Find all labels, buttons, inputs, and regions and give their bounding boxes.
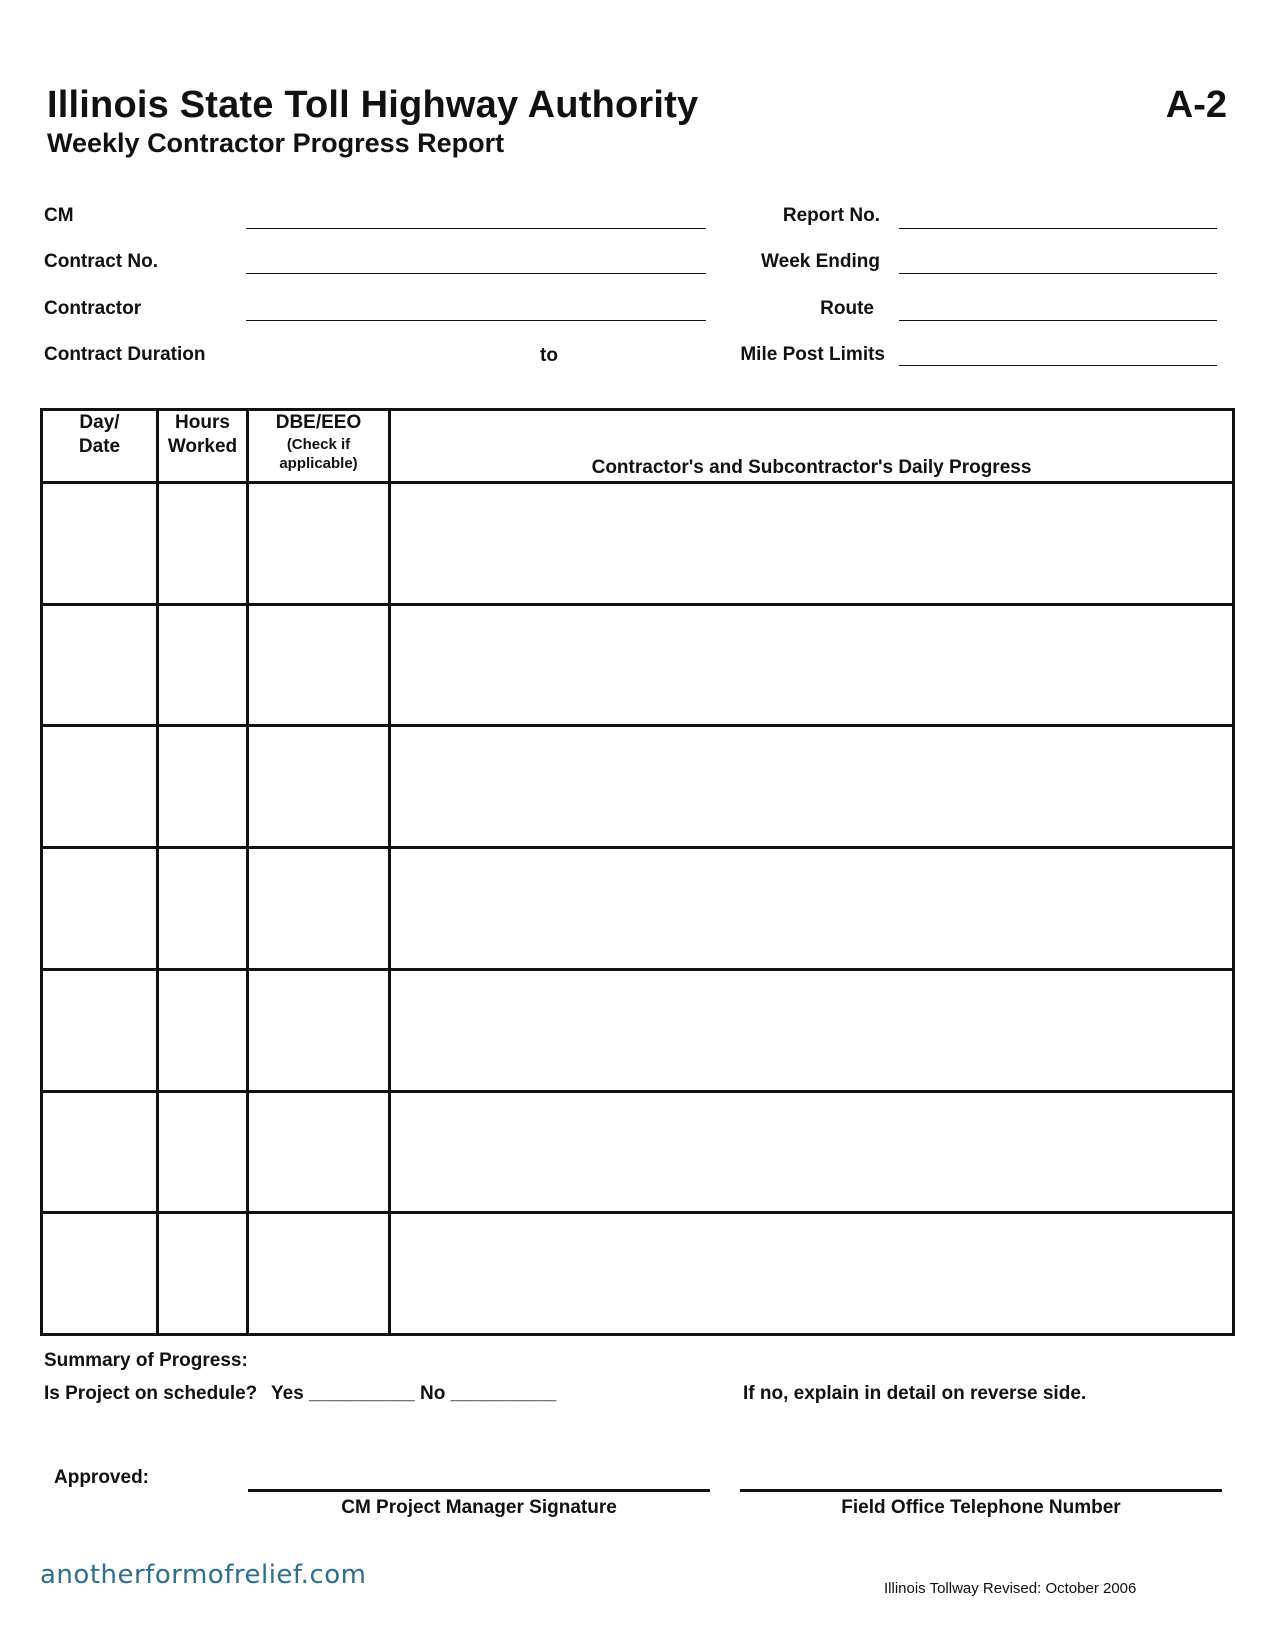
dbe-eeo-cell[interactable] (248, 483, 390, 605)
day-date-cell[interactable] (42, 483, 158, 605)
daily-progress-cell[interactable] (390, 848, 1234, 970)
dbe-eeo-cell[interactable] (248, 1213, 390, 1335)
form-title: Illinois State Toll Highway Authority (47, 84, 699, 126)
hours-worked-cell[interactable] (158, 726, 248, 848)
col-day-date (42, 410, 158, 483)
table-row (42, 848, 1234, 970)
day-date-cell[interactable] (42, 604, 158, 726)
daily-progress-cell[interactable] (390, 604, 1234, 726)
day-date-cell[interactable] (42, 1091, 158, 1213)
daily-progress-cell[interactable] (390, 726, 1234, 848)
col-dbe-line1: DBE/EEO (275, 412, 362, 433)
summary-heading: Summary of Progress: (44, 1350, 248, 1371)
phone-number-caption: Field Office Telephone Number (841, 1497, 1121, 1518)
table-row (42, 1091, 1234, 1213)
approved-label: Approved: (54, 1467, 149, 1488)
contractor-field[interactable] (246, 320, 706, 321)
schedule-yes-field[interactable]: Yes __________ (271, 1383, 415, 1404)
schedule-no-field[interactable]: No __________ (420, 1383, 557, 1404)
route-field[interactable] (899, 320, 1217, 321)
mile-post-limits-field[interactable] (899, 365, 1217, 366)
hours-worked-cell[interactable] (158, 604, 248, 726)
route-label: Route (820, 298, 874, 319)
col-hours-worked (158, 410, 248, 483)
form-subtitle: Weekly Contractor Progress Report (47, 128, 505, 158)
dbe-eeo-cell[interactable] (248, 604, 390, 726)
hours-worked-cell[interactable] (158, 848, 248, 970)
week-ending-label: Week Ending (761, 251, 880, 272)
hours-worked-cell[interactable] (158, 483, 248, 605)
day-date-cell[interactable] (42, 848, 158, 970)
table-row (42, 1213, 1234, 1335)
day-date-cell[interactable] (42, 969, 158, 1091)
contract-duration-label: Contract Duration (44, 344, 206, 365)
report-no-field[interactable] (899, 228, 1217, 229)
explain-note: If no, explain in detail on reverse side. (743, 1383, 1087, 1404)
week-ending-field[interactable] (899, 273, 1217, 274)
table-row (42, 483, 1234, 605)
hours-worked-cell[interactable] (158, 969, 248, 1091)
duration-to-label: to (540, 345, 558, 366)
cm-signature-line[interactable] (248, 1489, 710, 1492)
report-no-label: Report No. (782, 205, 880, 226)
table-row (42, 604, 1234, 726)
daily-progress-cell[interactable] (390, 1213, 1234, 1335)
dbe-eeo-cell[interactable] (248, 848, 390, 970)
col-hours-line2: Worked (167, 436, 238, 457)
dbe-eeo-cell[interactable] (248, 1091, 390, 1213)
col-daily-progress (390, 410, 1234, 483)
table-header-row (42, 410, 1234, 483)
watermark-text: anotherformofrelief.com (40, 1560, 367, 1590)
table-row (42, 969, 1234, 1091)
table-row (42, 726, 1234, 848)
col-dbe-eeo (248, 410, 390, 483)
daily-progress-cell[interactable] (390, 969, 1234, 1091)
dbe-eeo-cell[interactable] (248, 969, 390, 1091)
mile-post-limits-label: Mile Post Limits (740, 344, 885, 365)
col-day-line1: Day/ (79, 412, 120, 433)
col-hours-line1: Hours (175, 412, 230, 433)
daily-progress-cell[interactable] (390, 1091, 1234, 1213)
col-dbe-line2: (Check if (286, 436, 351, 453)
form-code: A-2 (1165, 84, 1227, 126)
daily-progress-cell[interactable] (390, 483, 1234, 605)
hours-worked-cell[interactable] (158, 1091, 248, 1213)
cm-signature-caption: CM Project Manager Signature (341, 1497, 617, 1518)
day-date-cell[interactable] (42, 1213, 158, 1335)
col-day-line2: Date (78, 436, 121, 457)
schedule-question: Is Project on schedule? (44, 1383, 258, 1404)
revision-note: Illinois Tollway Revised: October 2006 (884, 1580, 1137, 1597)
day-date-cell[interactable] (42, 726, 158, 848)
contract-no-label: Contract No. (44, 251, 158, 272)
contractor-label: Contractor (44, 298, 142, 319)
col-dbe-line3: applicable) (279, 455, 358, 472)
cm-label: CM (44, 205, 74, 226)
hours-worked-cell[interactable] (158, 1213, 248, 1335)
table-body (42, 483, 1234, 1335)
daily-progress-table (40, 408, 1235, 1336)
col-progress-label: Contractor's and Subcontractor's Daily Progress (591, 457, 1032, 478)
contract-no-field[interactable] (246, 273, 706, 274)
phone-number-line[interactable] (740, 1489, 1222, 1492)
dbe-eeo-cell[interactable] (248, 726, 390, 848)
cm-field[interactable] (246, 228, 706, 229)
